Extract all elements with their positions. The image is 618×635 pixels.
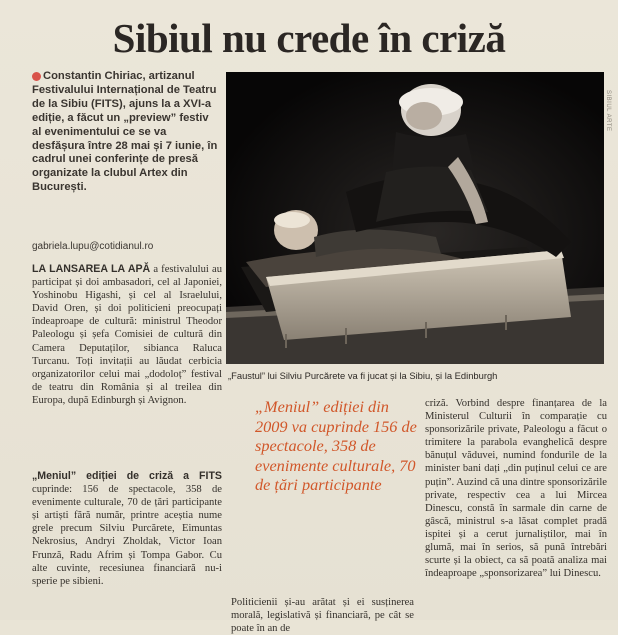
lead-paragraph	[32, 70, 220, 195]
photo-credit: SIBIUL ARTE	[605, 90, 611, 132]
body-column-1-second	[32, 470, 222, 588]
body-column-1	[32, 263, 222, 407]
paragraph-lead-in: „Meniul” ediției de criză a FITS	[32, 470, 222, 482]
body-column-2: Politicienii și-au arătat și ei susținerea morală, legislativă și financiară, pe cât se poate în an de	[231, 597, 414, 635]
stage-photo	[226, 72, 604, 364]
author-email: gabriela.lupu@cotidianul.ro	[32, 241, 154, 252]
pull-quote: „Meniul” ediției din 2009 va cuprinde 156 de spectacole, 358 de evenimente culturale, 70 de țări participante	[255, 397, 417, 494]
lead-text: Constantin Chiriac, artizanul Festivalului Internațional de Teatru de la Sibiu (FITS), ajuns la a XVI-a ediție, a făcut un „preview” festiv al evenimentului ce se va desfășura între 28 mai și 7 iunie, în cadrul unei conferințe de presă organizate la clubul Artex din București.	[32, 70, 218, 194]
headline: Sibiul nu crede în criză	[112, 15, 506, 61]
body-column-3: criză. Vorbind despre finanțarea de la Ministerul Culturii în comparație cu sponsorizările private, Paleologu a făcut o trimitere la parabola evanghelică despre bănuțul văduvei, numind fondurile de la minister bani dați „din puținul celui ce are puțin”. Auzind că una dintre sponsorizările private, respectiv cea a lui Mircea Dinescu, constă în sarmale din carne de gâscă, ministrul s-a lăsat complet pradă ispitei și a cerut jurnaliștilor, mai în glumă, mai în serios, să pună întrebări scurte și la obiect, ca să poată analiza mai îndeaproape „sponsorizarea” lui Dinescu.	[425, 398, 607, 580]
photo-caption: „Faustul” lui Silviu Purcărete va fi jucat și la Sibiu, și la Edinburgh	[228, 370, 498, 381]
paragraph-text: cuprinde: 156 de spectacole, 358 de evenimente culturale, 70 de țări participante și artiști fără număr, printre aceștia nume grele precum Silviu Purcărete, Eimuntas Nekrosius, Andryi Zholdak, Victor Ioan Frunză, Radu Afrim și Tompa Gabor. Cu alte cuvinte, recesiunea financiară nu-i sperie pe sibieni.	[32, 484, 222, 587]
paragraph-text: a festivalului au participat și doi ambasadori, cel al Japoniei, Yoshinobu Higashi, și cel al Israelului, David Oren, și doi politicieni preocupați îndeaproape de cultură: ministrul Theodor Paleologu și șefa Comisiei de cultură din Camera Deputaților, sibianca Raluca Turcanu. Toți invitații au lăudat cerbicia organizatorilor celui mai „dodoloț” festival de teatru din România și al treilea din Europa, după Edinburgh și Avignon.	[32, 264, 222, 406]
paragraph-lead-in: LA LANSAREA LA APĂ	[32, 263, 151, 275]
stage-photo-image	[226, 72, 604, 364]
